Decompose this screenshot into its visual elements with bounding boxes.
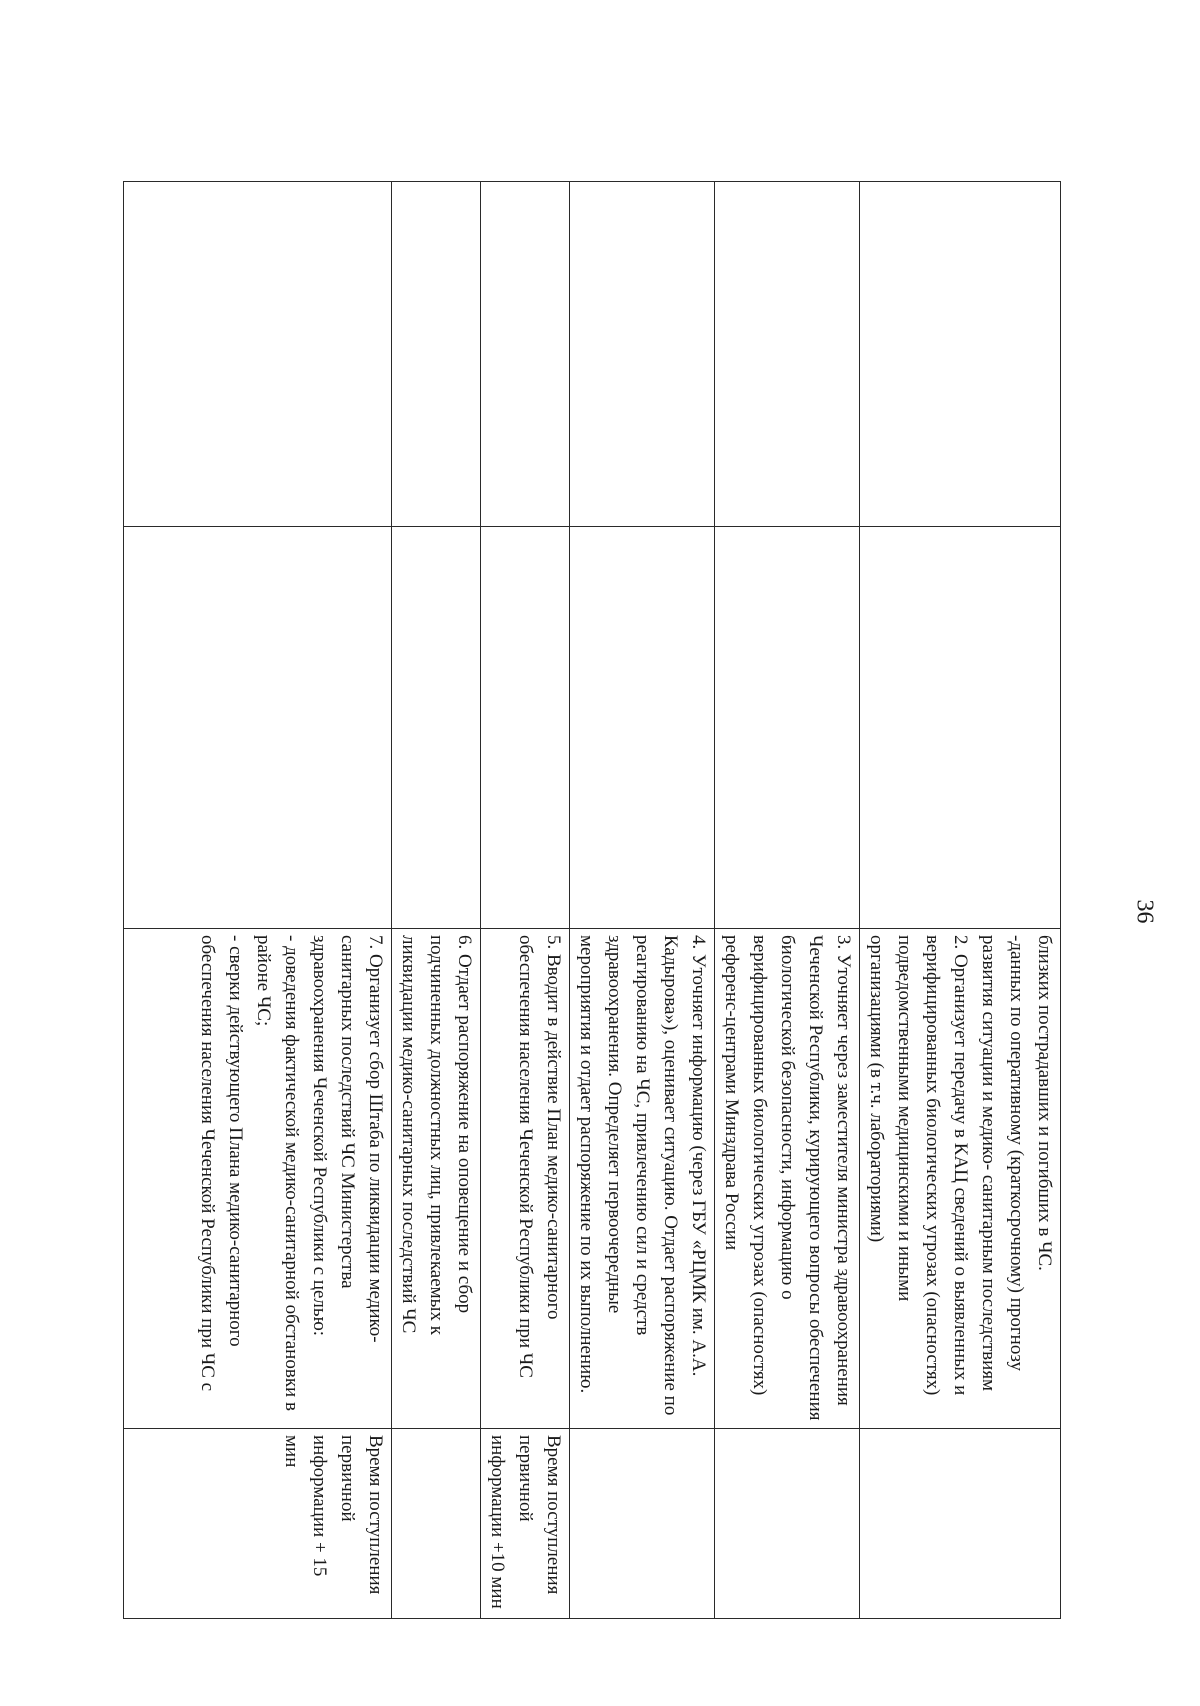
rotated-page-content [123,181,1061,1618]
table-cell-col2 [124,527,392,929]
table-row-time: Время поступления первичной информации + 15 мин [124,1429,392,1619]
page-number: 36 [1131,899,1158,924]
action-line: 2. Организует передачу в КАЦ сведений о выявленных и верифицированных биологических угрозах (опасностях) подведомственными медицинскими и иными организациями (в т.ч. лабораториями) [866,935,971,1396]
table-row-time [860,1429,1061,1619]
table-cell-col1 [124,182,392,527]
action-line: 6. Отдает распоряжение на оповещение и сбор подчиненных должностных лиц, привлекаемых к ликвидации медико-санитарных последствий ЧС [398,935,475,1335]
table-row-action [392,929,481,1429]
action-line: 3. Уточняет через заместителя министра здравоохранения Чеченской Республики, курирующего вопросы обеспечения биологической безопасности, информацию о верифицированных биологических угрозах (опасностях) референс-центрами Минздрава России [721,935,854,1421]
table-row-time [392,1429,481,1619]
plan-table [123,181,1061,1619]
table-cell-col1 [481,182,570,527]
table-cell-col2 [570,527,715,929]
table-row-action [715,929,860,1429]
action-line: 4. Уточняет информацию (через ГБУ «РЦМК им. А.А. Кадырова»), оценивает ситуацию. Отдает распоряжение по реагированию на ЧС, привлечению сил и средств здравоохранения. Определяет первоочередные мероприятия и отдает распоряжение по их выполнению. [576,935,709,1416]
table-row-time [715,1429,860,1619]
table-row-action [124,929,392,1429]
action-line: 7. Организует сбор Штаба по ликвидации медико-санитарных последствий ЧС Министерства здравоохранения Чеченской Республики с целью: [309,935,386,1343]
table-cell-col1 [715,182,860,527]
table-row-action [570,929,715,1429]
table-cell-col1 [860,182,1061,527]
table-row-action [860,929,1061,1429]
table-cell-col1 [392,182,481,527]
table-row-action [481,929,570,1429]
action-line: - сверки действующего Плана медико-санитарного обеспечения населения Чеченской Республики при ЧС с [197,935,246,1392]
table-cell-col1 [570,182,715,527]
table-cell-col2 [481,527,570,929]
table-cell-col2 [860,527,1061,929]
action-line: 5. Вводит в действие План медико-санитарного обеспечения населения Чеченской Республики при ЧС [515,935,564,1378]
table-row-time [570,1429,715,1619]
action-line: близких пострадавших и погибших в ЧС. [1034,935,1055,1271]
table-cell-col2 [715,527,860,929]
action-line: -данных по оперативному (краткосрочному) прогнозу развития ситуации и медико- санитарным последствиям [978,935,1027,1392]
action-line: - доведения фактической медико-санитарной обстановки в районе ЧС; [253,935,302,1411]
table-row-time: Время поступления первичной информации +10 мин [481,1429,570,1619]
table-cell-col2 [392,527,481,929]
